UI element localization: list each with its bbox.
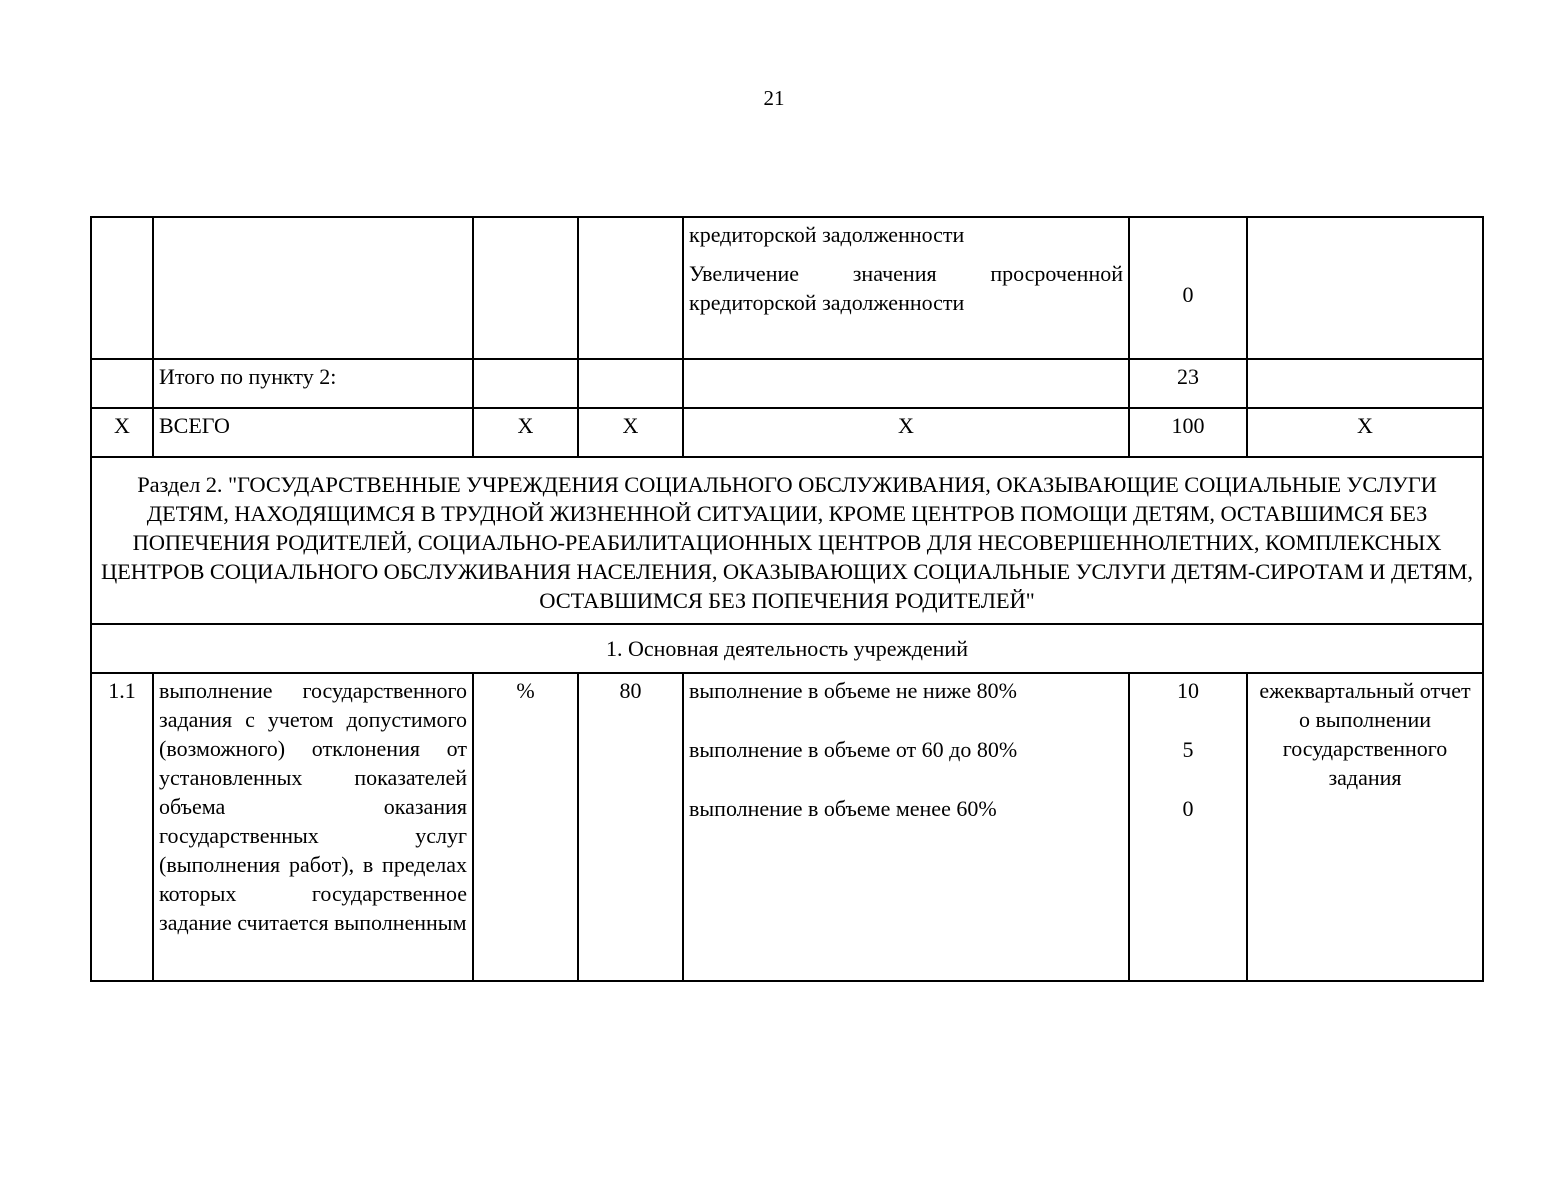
cell-label: ВСЕГО: [153, 408, 473, 457]
criteria-line: выполнение в объеме от 60 до 80%: [689, 737, 1018, 762]
cell-criteria: [683, 673, 1129, 981]
criteria-line: кредиторской задолженности: [689, 222, 965, 247]
table-row-total-item2: [91, 359, 1483, 408]
cell-criteria: [683, 359, 1129, 408]
cell-score: [1129, 673, 1247, 981]
cell-indicator: [153, 217, 473, 359]
criteria-line: Увеличение значения просроченной кредиторской задолженности: [689, 261, 1123, 315]
cell-number: [91, 359, 153, 408]
cell-value: [578, 217, 683, 359]
criteria-line: выполнение в объеме менее 60%: [689, 796, 997, 821]
cell-criteria: X: [683, 408, 1129, 457]
cell-source: X: [1247, 408, 1483, 457]
table-row-grand-total: [91, 408, 1483, 457]
cell-source: ежеквартальный отчет о выполнении государственного задания: [1247, 673, 1483, 981]
cell-score: 0: [1129, 217, 1247, 359]
cell-unit: [473, 359, 578, 408]
cell-number: 1.1: [91, 673, 153, 981]
cell-unit: [473, 217, 578, 359]
cell-label: Итого по пункту 2:: [153, 359, 473, 408]
criteria-table: [90, 216, 1484, 982]
score-value: 10: [1177, 678, 1199, 703]
section-heading: Раздел 2. "ГОСУДАРСТВЕННЫЕ УЧРЕЖДЕНИЯ СОЦИАЛЬНОГО ОБСЛУЖИВАНИЯ, ОКАЗЫВАЮЩИЕ СОЦИАЛЬНЫЕ УСЛУГИ ДЕТЯМ, НАХОДЯЩИМСЯ В ТРУДНОЙ ЖИЗНЕННОЙ СИТУАЦИИ, КРОМЕ ЦЕНТРОВ ПОМОЩИ ДЕТЯМ, ОСТАВШИМСЯ БЕЗ ПОПЕЧЕНИЯ РОДИТЕЛЕЙ, СОЦИАЛЬНО-РЕАБИЛИТАЦИОННЫХ ЦЕНТРОВ ДЛЯ НЕСОВЕРШЕННОЛЕТНИХ, КОМПЛЕКСНЫХ ЦЕНТРОВ СОЦИАЛЬНОГО ОБСЛУЖИВАНИЯ НАСЕЛЕНИЯ, ОКАЗЫВАЮЩИХ СОЦИАЛЬНЫЕ УСЛУГИ ДЕТЯМ-СИРОТАМ И ДЕТЯМ, ОСТАВШИМСЯ БЕЗ ПОПЕЧЕНИЯ РОДИТЕЛЕЙ": [91, 457, 1483, 624]
cell-number: [91, 217, 153, 359]
page-number: 21: [763, 86, 785, 110]
score-value: 0: [1182, 796, 1194, 821]
cell-source: [1247, 359, 1483, 408]
table-row-subsection-heading: [91, 624, 1483, 673]
cell-criteria: [683, 217, 1129, 359]
cell-number: X: [91, 408, 153, 457]
cell-unit: %: [473, 673, 578, 981]
score-value: 5: [1182, 737, 1194, 762]
table-row-1-1: [91, 673, 1483, 981]
cell-score: 100: [1129, 408, 1247, 457]
criteria-line: выполнение в объеме не ниже 80%: [689, 678, 1017, 703]
table-row-section-heading: [91, 457, 1483, 624]
table-row-continuation: [91, 217, 1483, 359]
cell-score: 23: [1129, 359, 1247, 408]
cell-unit: X: [473, 408, 578, 457]
cell-source: [1247, 217, 1483, 359]
cell-value: [578, 359, 683, 408]
cell-value: X: [578, 408, 683, 457]
cell-value: 80: [578, 673, 683, 981]
subsection-heading: 1. Основная деятельность учреждений: [91, 624, 1483, 673]
cell-indicator: выполнение государственного задания с учетом допустимого (возможного) отклонения от установленных показателей объема оказания государственных услуг (выполнения работ), в пределах которых государственное задание считается выполненным: [153, 673, 473, 981]
